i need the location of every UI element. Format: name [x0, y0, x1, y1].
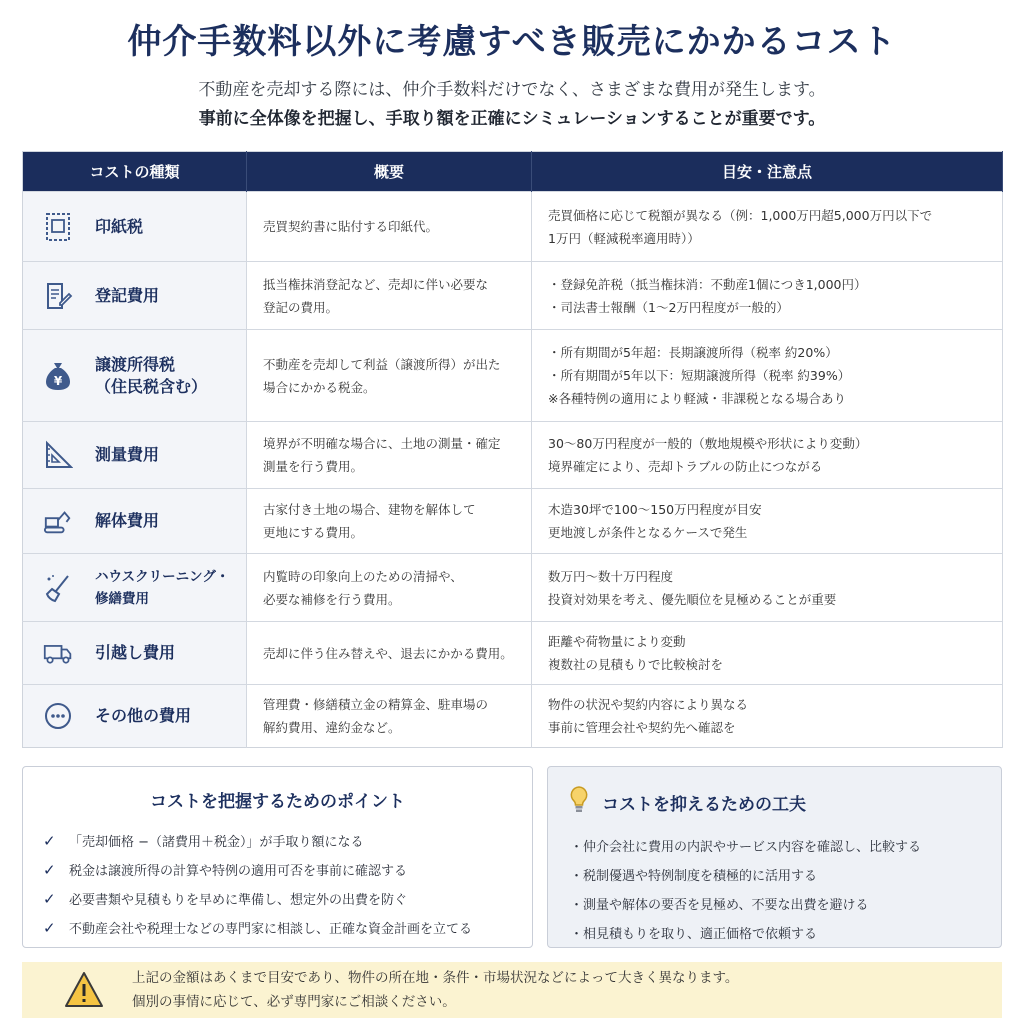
truck-icon	[43, 638, 73, 668]
intro-line-1: 不動産を売却する際には、仲介手数料だけでなく、さまざまな費用が発生します。	[198, 80, 826, 100]
summary-line: 更地にする費用。	[263, 525, 364, 540]
cost-type-cell	[23, 422, 247, 489]
summary-cell	[247, 489, 532, 554]
cost-type-cell	[23, 489, 247, 554]
stamp-icon	[43, 212, 73, 242]
note-line: ・所有期間が5年超：長期譲渡所得（税率 約20%）	[548, 345, 838, 360]
note-line: ※各種特例の適用により軽減・非課税となる場合あり	[548, 391, 846, 406]
note-line: 30〜80万円程度が一般的（敷地規模や形状により変動）	[548, 436, 868, 451]
note-line: ・司法書士報酬（1〜2万円程度が一般的）	[548, 299, 789, 315]
triangle-ruler-icon	[43, 440, 73, 470]
cost-type-cell	[23, 622, 247, 685]
note-line: ・所有期間が5年以下：短期譲渡所得（税率 約39%）	[548, 368, 851, 383]
list-item: ・税制優遇や特例制度を積極的に活用する	[570, 869, 818, 884]
note-cell	[532, 622, 1003, 685]
summary-cell	[247, 685, 532, 748]
note-line: 投資対効果を考え、優先順位を見極めることが重要	[548, 591, 837, 607]
summary-line: 内覧時の印象向上のための清掃や、	[263, 568, 463, 584]
table-row	[23, 330, 1003, 422]
table-row	[23, 622, 1003, 685]
broom-icon	[43, 573, 73, 603]
list-item: ・相見積もりを取り、適正価格で依頼する	[570, 927, 818, 942]
summary-line: 売却に伴う住み替えや、退去にかかる費用。	[263, 645, 513, 661]
note-line: 距離や荷物量により変動	[548, 634, 686, 649]
table-row	[23, 262, 1003, 330]
table-row	[23, 192, 1003, 262]
more-dots-icon	[43, 701, 73, 731]
table-row	[23, 685, 1003, 748]
summary-line: 境界が不明確な場合に、土地の測量・確定	[263, 436, 501, 451]
note-cell	[532, 262, 1003, 330]
svg-text:¥: ¥	[53, 373, 63, 388]
summary-line: 不動産を売却して利益（譲渡所得）が出た	[263, 356, 501, 372]
note-line: 売買価格に応じて税額が異なる（例：1,000万円超5,000万円以下で	[548, 207, 933, 223]
table-row	[23, 554, 1003, 622]
note-line: ・登録免許税（抵当権抹消：不動産1個につき1,000円）	[548, 276, 867, 292]
table-row	[23, 489, 1003, 554]
list-item: ✓ 「売却価格 −（諸費用＋税金）」が手取り額になる	[43, 831, 364, 850]
summary-line: 管理費・修繕積立金の精算金、駐車場の	[263, 697, 489, 712]
warning-line-1: 上記の金額はあくまで目安であり、物件の所在地・条件・市場状況などによって大きく異なります。	[132, 970, 739, 986]
list-item: ・仲介会社に費用の内訳やサービス内容を確認し、比較する	[570, 840, 922, 855]
warning-line-2: 個別の事情に応じて、必ず専門家にご相談ください。	[132, 994, 456, 1010]
note-line: 木造30坪で100〜150万円程度が目安	[548, 502, 762, 517]
summary-cell	[247, 330, 532, 422]
note-line: 1万円（軽減税率適用時））	[548, 230, 700, 246]
summary-line: 必要な補修を行う費用。	[263, 591, 401, 607]
intro-line-2: 事前に全体像を把握し、手取り額を正確にシミュレーションすることが重要です。	[198, 109, 826, 129]
table-row	[23, 422, 1003, 489]
note-cell	[532, 489, 1003, 554]
summary-cell	[247, 554, 532, 622]
cost-type-name: 解体費用	[95, 511, 160, 530]
note-line: 境界確定により、売却トラブルの防止につながる	[548, 459, 823, 474]
cost-type-name: 引越し費用	[95, 643, 176, 662]
note-cell	[532, 192, 1003, 262]
cost-type-name: ハウスクリーニング・ 修繕費用	[95, 568, 230, 607]
note-cell	[532, 685, 1003, 748]
note-line: 更地渡しが条件となるケースで発生	[548, 525, 748, 540]
points-box	[22, 766, 533, 948]
warning-banner	[22, 962, 1002, 1018]
intro-text	[0, 76, 1024, 134]
check-icon: ✓	[43, 860, 56, 879]
check-icon: ✓	[43, 831, 56, 850]
lightbulb-icon	[568, 785, 590, 819]
note-cell	[532, 422, 1003, 489]
check-icon: ✓	[43, 889, 56, 908]
note-line: 物件の状況や契約内容により異なる	[548, 697, 749, 712]
cost-type-cell	[23, 685, 247, 748]
table-header-row	[23, 152, 1003, 192]
cost-type-name: 印紙税	[95, 216, 144, 236]
document-pen-icon	[43, 281, 73, 311]
list-item: ✓ 必要書類や見積もりを早めに準備し、想定外の出費を防ぐ	[43, 889, 408, 908]
summary-line: 売買契約書に貼付する印紙代。	[263, 219, 439, 234]
points-title: コストを把握するためのポイント	[150, 792, 405, 812]
note-cell	[532, 330, 1003, 422]
cost-type-cell	[23, 330, 247, 422]
note-cell	[532, 554, 1003, 622]
list-item: ✓ 不動産会社や税理士などの専門家に相談し、正確な資金計画を立てる	[43, 918, 473, 937]
tips-title: コストを抑えるための工夫	[602, 794, 806, 815]
summary-cell	[247, 622, 532, 685]
cost-type-name: 測量費用	[95, 445, 160, 464]
column-header: コストの種類	[23, 152, 247, 192]
summary-line: 登記の費用。	[263, 299, 339, 315]
summary-line: 古家付き土地の場合、建物を解体して	[263, 502, 476, 517]
note-line: 事前に管理会社や契約先へ確認を	[548, 720, 736, 735]
cost-type-name: 登記費用	[95, 285, 160, 305]
note-line: 数万円〜数十万円程度	[548, 568, 674, 584]
summary-line: 解約費用、違約金など。	[263, 720, 401, 735]
summary-line: 場合にかかる税金。	[263, 379, 376, 395]
cost-type-name: その他の費用	[95, 706, 192, 725]
column-header: 概要	[247, 152, 532, 192]
page-title: 仲介手数料以外に考慮すべき販売にかかるコスト	[127, 22, 897, 62]
tips-box	[547, 766, 1002, 948]
money-bag-icon	[43, 361, 73, 391]
summary-cell	[247, 262, 532, 330]
cost-type-cell	[23, 554, 247, 622]
list-item: ✓ 税金は譲渡所得の計算や特例の適用可否を事前に確認する	[43, 860, 408, 879]
cost-type-name: 譲渡所得税 （住民税含む）	[95, 354, 208, 396]
summary-line: 測量を行う費用。	[263, 459, 364, 474]
summary-line: 抵当権抹消登記など、売却に伴い必要な	[263, 276, 489, 292]
cost-table	[22, 151, 1003, 748]
cost-type-cell	[23, 262, 247, 330]
excavator-icon	[43, 506, 73, 536]
column-header: 目安・注意点	[532, 152, 1003, 192]
note-line: 複数社の見積もりで比較検討を	[548, 657, 724, 672]
summary-cell	[247, 422, 532, 489]
check-icon: ✓	[43, 918, 56, 937]
cost-type-cell	[23, 192, 247, 262]
summary-cell	[247, 192, 532, 262]
list-item: ・測量や解体の要否を見極め、不要な出費を避ける	[570, 898, 869, 913]
warning-icon	[64, 970, 104, 1010]
